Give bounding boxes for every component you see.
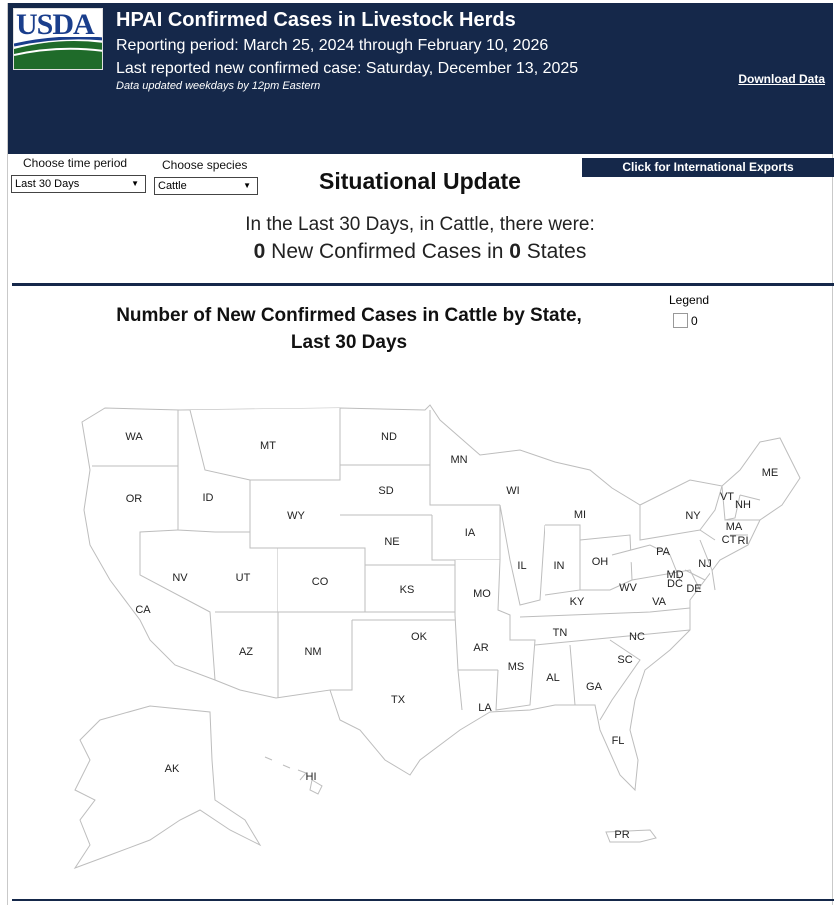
download-data-link[interactable]: Download Data	[738, 72, 825, 86]
legend-title: Legend	[669, 293, 710, 307]
state-label-ak: AK	[164, 763, 180, 775]
state-label-id: ID	[202, 492, 214, 504]
state-label-mi: MI	[573, 509, 587, 521]
state-label-ia: IA	[464, 527, 476, 539]
state-label-nd: ND	[381, 431, 397, 443]
state-label-me: ME	[761, 467, 779, 479]
state-label-md: MD	[666, 569, 684, 581]
state-label-ma: MA	[725, 521, 743, 533]
state-label-mt: MT	[260, 440, 276, 452]
state-label-mn: MN	[450, 454, 468, 466]
state-label-ct: CT	[721, 534, 737, 546]
situational-update-title: Situational Update	[319, 168, 521, 194]
state-label-fl: FL	[611, 735, 625, 747]
state-label-ut: UT	[235, 572, 251, 584]
summary-line: In the Last 30 Days, in Cattle, there were:	[245, 214, 595, 235]
state-label-ks: KS	[399, 584, 415, 596]
state-label-ne: NE	[384, 536, 400, 548]
state-label-nj: NJ	[698, 558, 712, 570]
state-label-nv: NV	[172, 572, 188, 584]
update-note: Data updated weekdays by 12pm Eastern	[116, 80, 321, 92]
state-label-sc: SC	[617, 654, 633, 666]
state-label-ar: AR	[473, 642, 489, 654]
logo-text: USDA	[16, 8, 94, 41]
cases-count: 0	[253, 240, 266, 263]
state-label-al: AL	[546, 672, 560, 684]
state-label-ri: RI	[737, 535, 749, 547]
state-label-or: OR	[125, 493, 143, 505]
state-label-pa: PA	[656, 546, 670, 558]
state-label-co: CO	[311, 576, 329, 588]
state-label-nm: NM	[304, 646, 322, 658]
state-label-de: DE	[686, 583, 702, 595]
bottom-divider	[12, 899, 834, 901]
map-title-line1: Number of New Confirmed Cases in Cattle by State,	[116, 305, 582, 326]
state-label-oh: OH	[591, 556, 609, 568]
chevron-down-icon: ▼	[131, 179, 139, 188]
alaska-outline	[75, 706, 260, 868]
reporting-period: Reporting period: March 25, 2024 through February 10, 2026	[116, 37, 549, 54]
last-case-date: Last reported new confirmed case: Saturday, December 13, 2025	[116, 60, 579, 77]
state-label-nh: NH	[735, 499, 751, 511]
states-count: 0	[509, 240, 521, 263]
state-label-ok: OK	[411, 631, 427, 643]
state-label-pr: PR	[614, 829, 630, 841]
state-label-hi: HI	[305, 771, 317, 783]
state-label-tn: TN	[552, 627, 568, 639]
time-period-value: Last 30 Days	[15, 178, 80, 190]
state-label-ga: GA	[586, 681, 602, 693]
state-label-ny: NY	[685, 510, 701, 522]
time-period-label: Choose time period	[23, 156, 128, 170]
chevron-down-icon: ▼	[243, 181, 251, 190]
map-title-line2: Last 30 Days	[290, 332, 408, 353]
state-label-va: VA	[652, 596, 666, 608]
state-label-wy: WY	[287, 510, 305, 522]
legend-value: 0	[691, 314, 698, 328]
species-label: Choose species	[162, 158, 248, 172]
state-label-dc: DC	[667, 578, 683, 590]
state-label-in: IN	[553, 560, 565, 572]
state-label-wa: WA	[125, 431, 143, 443]
state-label-wi: WI	[506, 485, 520, 497]
state-label-mo: MO	[473, 588, 491, 600]
state-label-sd: SD	[378, 485, 394, 497]
cases-text: New Confirmed Cases in	[265, 240, 510, 263]
state-label-tx: TX	[390, 694, 406, 706]
state-label-wv: WV	[619, 582, 637, 594]
state-label-ms: MS	[507, 661, 525, 673]
state-label-vt: VT	[719, 491, 735, 503]
state-label-ca: CA	[135, 604, 151, 616]
states-text: States	[520, 240, 587, 263]
state-label-il: IL	[517, 560, 527, 572]
state-label-nc: NC	[629, 631, 645, 643]
state-label-la: LA	[478, 702, 492, 714]
state-label-ky: KY	[569, 596, 585, 608]
international-exports-button[interactable]: Click for International Exports	[582, 158, 834, 177]
state-label-az: AZ	[238, 646, 254, 658]
page-title: HPAI Confirmed Cases in Livestock Herds	[116, 9, 516, 31]
species-value: Cattle	[158, 180, 187, 192]
